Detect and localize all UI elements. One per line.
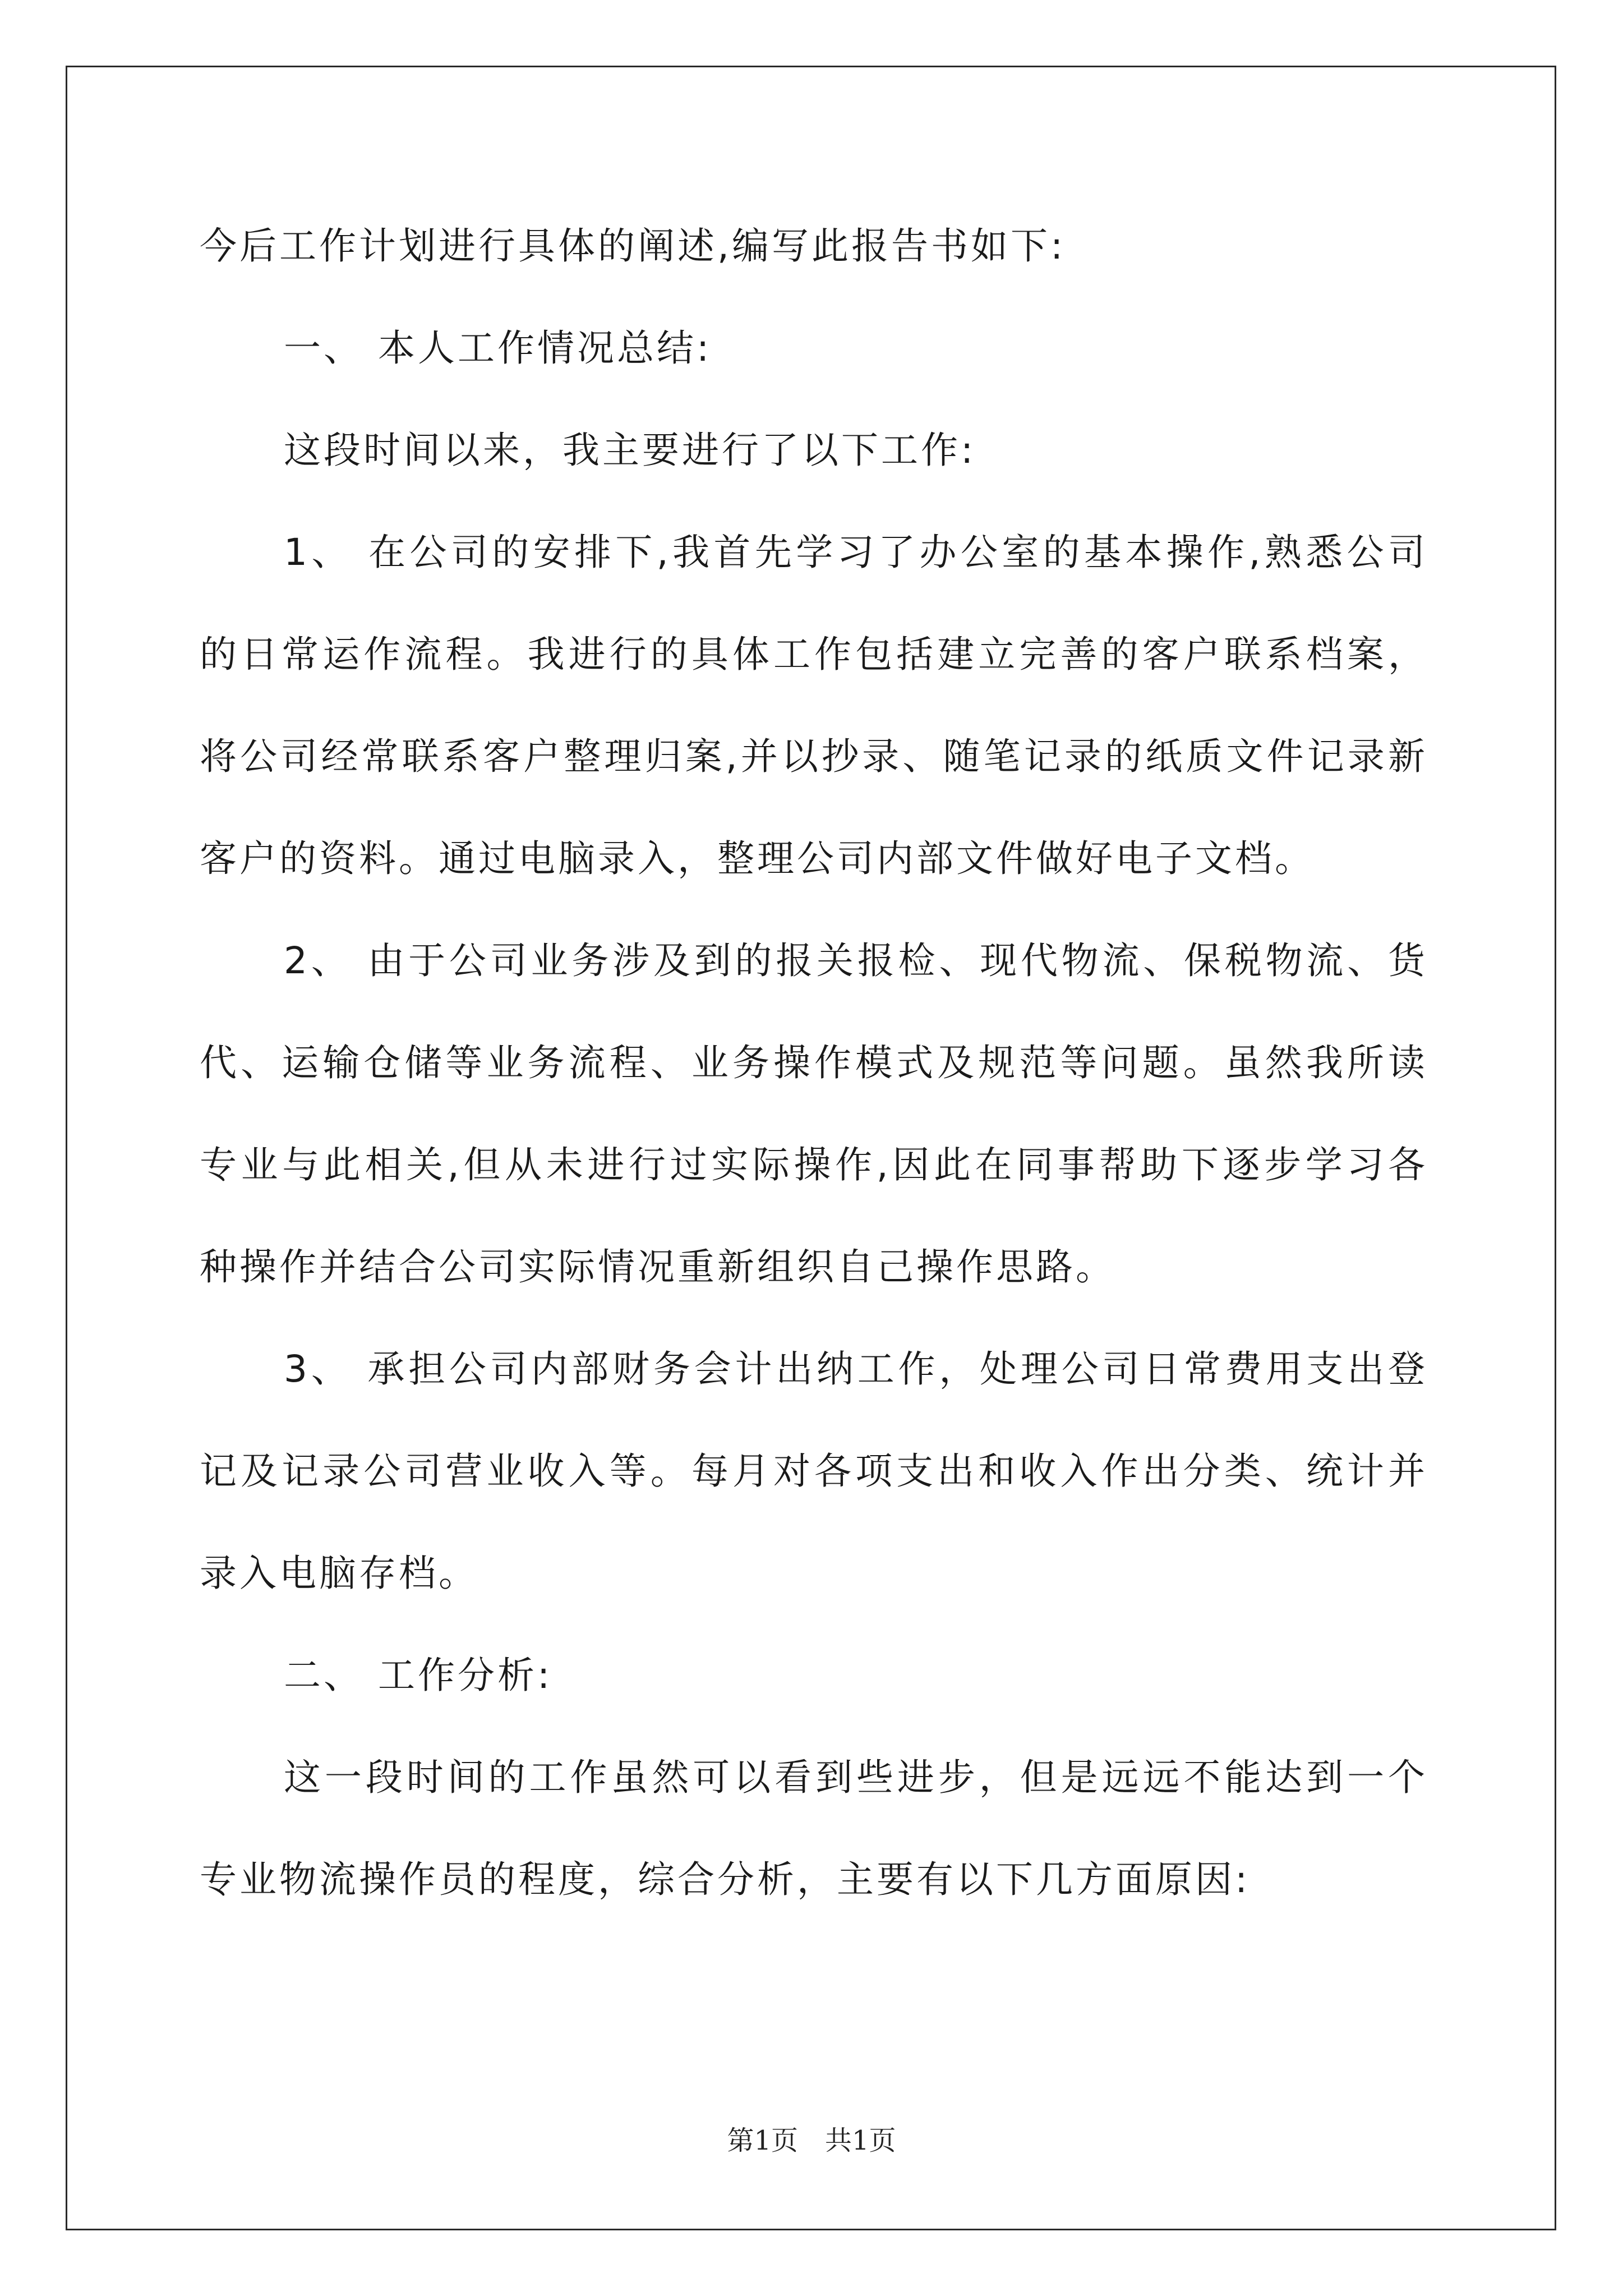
text-line-14: 录入电脑存档。: [200, 1552, 478, 1595]
text-line-9: 代、运输仓储等业务流程、业务操作模式及规范等问题。虽然我所读: [200, 1041, 1428, 1084]
text-line-11: 种操作并结合公司实际情况重新组织自己操作思路。: [200, 1245, 1115, 1289]
page-footer: 第1页 共1页: [727, 2125, 896, 2156]
text-line-5: 的日常运作流程。我进行的具体工作包括建立完善的客户联系档案，: [200, 633, 1428, 676]
text-line-10: 专业与此相关,但从未进行过实际操作,因此在同事帮助下逐步学习各: [200, 1143, 1428, 1186]
text-line-12: 3、 承担公司内部财务会计出纳工作，处理公司日常费用支出登: [284, 1347, 1428, 1391]
section-heading-1: 一、 本人工作情况总结:: [284, 326, 712, 370]
text-line-17: 专业物流操作员的程度，综合分析，主要有以下几方面原因:: [200, 1858, 1251, 1901]
text-line-16: 这一段时间的工作虽然可以看到些进步，但是远远不能达到一个: [284, 1756, 1428, 1799]
text-line-13: 记及记录公司营业收入等。每月对各项支出和收入作出分类、统计并: [200, 1450, 1428, 1493]
text-line-3: 这段时间以来，我主要进行了以下工作:: [284, 429, 976, 472]
text-line-7: 客户的资料。通过电脑录入，整理公司内部文件做好电子文档。: [200, 837, 1315, 880]
text-line-8: 2、 由于公司业务涉及到的报关报检、现代物流、保税物流、货: [284, 939, 1428, 982]
section-heading-2: 二、 工作分析:: [284, 1654, 553, 1697]
text-line-4: 1、 在公司的安排下,我首先学习了办公室的基本操作,熟悉公司: [284, 531, 1428, 574]
text-line-6: 将公司经常联系客户整理归案,并以抄录、随笔记录的纸质文件记录新: [200, 735, 1428, 778]
text-line-1: 今后工作计划进行具体的阐述,编写此报告书如下:: [200, 224, 1066, 268]
